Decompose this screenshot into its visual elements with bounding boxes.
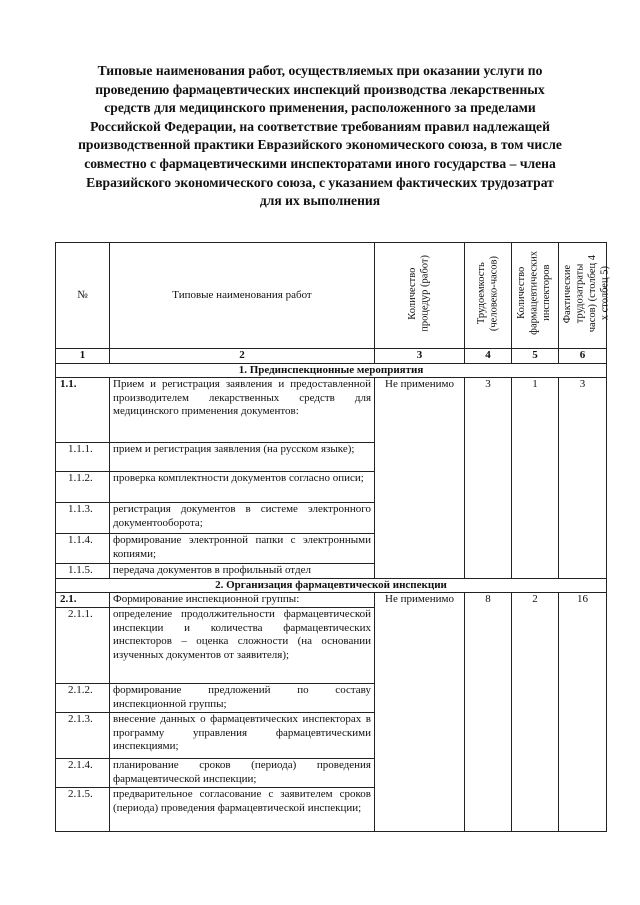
row-text: прием и регистрация заявления (на русском языке); (110, 443, 375, 472)
row-code: 2.1.4. (56, 758, 110, 787)
row-text: Формирование инспекционной группы: (110, 593, 375, 608)
row-code: 1.1.5. (56, 564, 110, 579)
document-title (60, 62, 580, 211)
column-number-row (56, 349, 607, 364)
header-row (56, 243, 607, 349)
header-actual-text: Фактические трудозатраты часов) (столбец 4 х столбец 5) (562, 254, 611, 332)
column-number: 3 (375, 349, 465, 364)
row-text: определение продолжительности фармацевтической инспекции и количества фармацевтических инспекторов – оценка сложности (на основании изученных документов от заявителя); (110, 607, 375, 683)
table-row (56, 593, 607, 608)
row-code: 1.1. (56, 378, 110, 443)
column-number: 4 (465, 349, 512, 364)
header-labor (465, 243, 512, 349)
row-text: формирование электронной папки с электронными копиями; (110, 534, 375, 564)
title-line: средств для медицинского применения, расположенного за пределами (104, 100, 536, 116)
row-code: 1.1.3. (56, 503, 110, 534)
title-line: проведению фармацевтических инспекций производства лекарственных (95, 81, 545, 97)
header-labor-text: Трудоемкость (человеко-часов) (475, 255, 499, 331)
row-text: планирование сроков (периода) проведения фармацевтической инспекции; (110, 758, 375, 787)
section-2-inspectors: 2 (512, 593, 559, 832)
section-1-procedures: Не применимо (375, 378, 465, 579)
works-table (55, 242, 611, 832)
row-code: 1.1.1. (56, 443, 110, 472)
row-text: формирование предложений по составу инспекционной группы; (110, 683, 375, 712)
row-text: передача документов в профильный отдел (110, 564, 375, 579)
row-code: 2.1. (56, 593, 110, 608)
row-text: проверка комплектности документов согласно описи; (110, 472, 375, 503)
row-code: 1.1.4. (56, 534, 110, 564)
title-line: Типовые наименования работ, осуществляемых при оказании услуги по (97, 63, 543, 78)
row-text: регистрация документов в системе электронного документооборота; (110, 503, 375, 534)
header-procedures (375, 243, 465, 349)
column-number: 2 (110, 349, 375, 364)
column-number: 1 (56, 349, 110, 364)
row-text: предварительное согласование с заявителем сроков (периода) проведения фармацевтической инспекции; (110, 787, 375, 831)
title-line: производственной практики Евразийского экономического союза, в том числе (78, 137, 562, 153)
row-code: 2.1.5. (56, 787, 110, 831)
header-inspectors (512, 243, 559, 349)
header-inspectors-text: Количество фармацевтических инспекторов (516, 251, 553, 336)
section-2-actual: 16 (559, 593, 607, 832)
column-number: 6 (559, 349, 607, 364)
section-1-actual: 3 (559, 378, 607, 579)
row-text: внесение данных о фармацевтических инспекторах в программу управления фармацевтическими инспекциями; (110, 712, 375, 758)
header-num: № (56, 243, 110, 349)
table-row (56, 378, 607, 443)
header-procedures-text: Количество процедур (работ) (407, 254, 431, 332)
header-name: Типовые наименования работ (110, 243, 375, 349)
title-line: для их выполнения (259, 193, 381, 209)
row-code: 2.1.1. (56, 607, 110, 683)
column-number: 5 (512, 349, 559, 364)
row-code: 2.1.2. (56, 683, 110, 712)
section-header-row (56, 363, 607, 378)
section-2-procedures: Не применимо (375, 593, 465, 832)
section-1-title: 1. Прединспекционные мероприятия (56, 363, 607, 378)
row-code: 1.1.2. (56, 472, 110, 503)
row-code: 2.1.3. (56, 712, 110, 758)
title-line: совместно с фармацевтическими инспекторатами иного государства – члена (84, 155, 556, 171)
title-line: Евразийского экономического союза, с указанием фактических трудозатрат (86, 174, 554, 190)
section-1-inspectors: 1 (512, 378, 559, 579)
header-actual (559, 243, 611, 349)
row-text: Прием и регистрация заявления и предоставленной производителем лекарственных средств для медицинского применения документов: (110, 378, 375, 443)
section-header-row (56, 578, 607, 593)
section-1-labor: 3 (465, 378, 512, 579)
section-2-title: 2. Организация фармацевтической инспекции (56, 578, 607, 593)
section-2-labor: 8 (465, 593, 512, 832)
title-line: Российской Федерации, на соответствие требованиям правил надлежащей (90, 118, 550, 134)
